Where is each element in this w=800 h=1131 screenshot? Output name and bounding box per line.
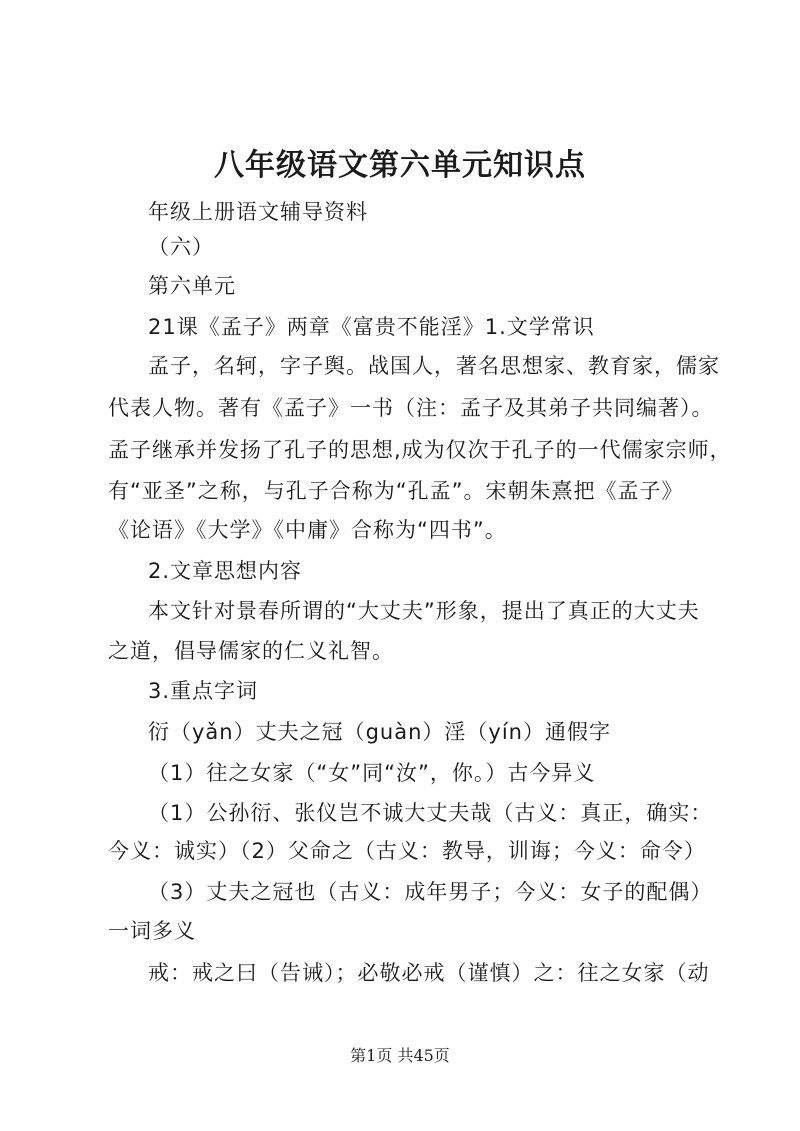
document-title: 八年级语文第六单元知识点 [214, 148, 586, 183]
text-line: 今义：诚实）（2）父命之（古义：教导，训诲；今义：命令） [108, 839, 706, 863]
text-line: 年级上册语文辅导资料 [148, 200, 368, 224]
text-line: 衍（yǎn）丈夫之冠（guàn）淫（yín）通假字 [148, 720, 611, 744]
text-line: 3.重点字词 [148, 679, 259, 703]
text-line: 代表人物。著有《孟子》一书（注：孟子及其弟子共同编著）。 [108, 396, 714, 420]
text-line: 一词多义 [108, 919, 196, 943]
text-line: 孟子，名轲，字子舆。战国人，著名思想家、教育家，儒家 [148, 354, 720, 378]
text-line: （3）丈夫之冠也（古义：成年男子；今义：女子的配偶） [148, 880, 713, 904]
text-line: 21课《孟子》两章《富贵不能淫》1.文学常识 [148, 315, 595, 339]
text-line: 孟子继承并发扬了孔子的思想,成为仅次于孔子的一代儒家宗师， [108, 438, 732, 462]
page-number-footer: 第1页 共45页 [350, 1046, 450, 1065]
text-line: （1）往之女家（“女”同“汝”，你。）古今异义 [148, 761, 596, 785]
text-line: （1）公孙衍、张仪岂不诚大丈夫哉（古义：真正，确实： [148, 801, 713, 825]
text-line: 有“亚圣”之称，与孔子合称为“孔孟”。宋朝朱熹把《孟子》 [108, 479, 684, 503]
text-line: 2.文章思想内容 [148, 559, 303, 583]
text-line: 《论语》《大学》《中庸》合称为“四书”。 [108, 518, 507, 542]
text-line: 第六单元 [148, 274, 236, 298]
text-line: （六） [148, 235, 214, 259]
text-line: 之道，倡导儒家的仁义礼智。 [108, 639, 394, 663]
text-line: 戒：戒之曰（告诫）；必敬必戒（谨慎）之：往之女家（动 [148, 961, 710, 985]
text-line: 本文针对景春所谓的“大丈夫”形象，提出了真正的大丈夫 [148, 599, 700, 623]
